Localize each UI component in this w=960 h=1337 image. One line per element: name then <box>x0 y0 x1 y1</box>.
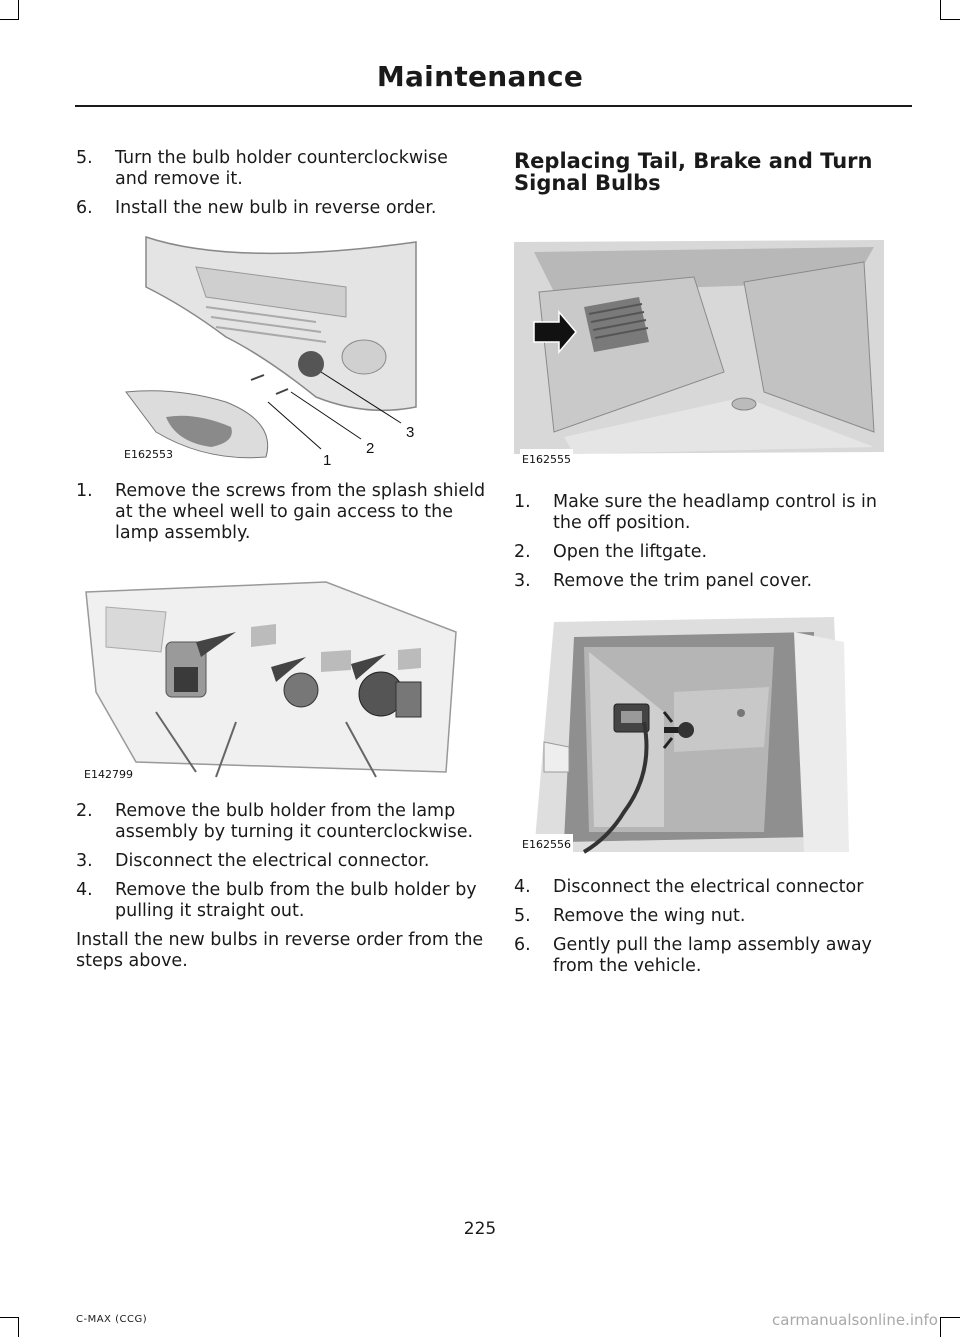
crop-mark <box>18 0 19 20</box>
step-number: 4. <box>76 880 93 900</box>
figure-id: E142799 <box>82 764 135 785</box>
crop-mark <box>0 1317 19 1318</box>
figure-bumper-fog-lamp <box>116 227 461 467</box>
watermark-link[interactable]: carmanualsonline.info <box>772 1311 938 1329</box>
crop-mark <box>18 1317 19 1337</box>
left-column <box>76 148 486 990</box>
callout-3: 3 <box>406 424 415 441</box>
callout-2: 2 <box>366 440 375 457</box>
figure-trim-opening <box>514 612 854 857</box>
footer-model: C-MAX (CCG) <box>76 1314 148 1325</box>
step-text: Open the liftgate. <box>553 542 708 562</box>
step-text: Remove the bulb from the bulb holder by pulling it straight out. <box>115 880 477 921</box>
header-divider <box>75 105 912 107</box>
right-column <box>514 148 899 985</box>
lamp-assembly-illustration <box>76 572 461 787</box>
step-item <box>76 801 486 843</box>
page-title: Maintenance <box>376 60 584 93</box>
closing-paragraph: Install the new bulbs in reverse order from the steps above. <box>76 930 484 971</box>
step-text: Remove the wing nut. <box>553 906 746 926</box>
step-item <box>76 880 486 922</box>
step-text: Disconnect the electrical connector <box>553 877 864 897</box>
step-number: 3. <box>76 851 93 871</box>
step-number: 3. <box>514 571 531 591</box>
figure-cargo-area <box>514 222 889 472</box>
step-text: Gently pull the lamp assembly away from the vehicle. <box>553 935 872 976</box>
figure-id: E162553 <box>122 444 175 465</box>
crop-mark <box>940 0 941 20</box>
step-item <box>514 935 899 977</box>
step-item <box>514 877 899 898</box>
figure-lamp-assembly-rear <box>76 572 461 787</box>
step-item <box>514 542 899 563</box>
crop-mark <box>941 19 960 20</box>
figure-id: E162555 <box>520 449 573 470</box>
step-text: Turn the bulb holder counterclockwise and remove it. <box>115 148 448 189</box>
callout-1: 1 <box>323 452 332 467</box>
step-text: Remove the trim panel cover. <box>553 571 813 591</box>
step-item <box>514 492 899 534</box>
section-heading: Replacing Tail, Brake and Turn Signal Bulbs <box>514 149 873 195</box>
step-number: 2. <box>514 542 531 562</box>
step-number: 1. <box>76 481 93 501</box>
step-text: Install the new bulb in reverse order. <box>115 198 437 218</box>
figure-id: E162556 <box>520 834 573 855</box>
step-item <box>514 571 899 592</box>
page-number: 225 <box>463 1219 497 1239</box>
step-text: Disconnect the electrical connector. <box>115 851 430 871</box>
step-item <box>514 906 899 927</box>
step-number: 2. <box>76 801 93 821</box>
step-item <box>76 851 486 872</box>
step-number: 1. <box>514 492 531 512</box>
step-item <box>76 481 486 544</box>
bumper-fog-lamp-illustration <box>116 227 461 467</box>
crop-mark <box>940 1317 941 1337</box>
step-number: 6. <box>76 198 93 218</box>
step-number: 5. <box>514 906 531 926</box>
step-number: 6. <box>514 935 531 955</box>
step-text: Make sure the headlamp control is in the off position. <box>553 492 878 533</box>
step-text: Remove the screws from the splash shield at the wheel well to gain access to the lamp assembly. <box>115 481 486 543</box>
step-number: 5. <box>76 148 93 168</box>
trim-opening-illustration <box>514 612 854 857</box>
step-text: Remove the bulb holder from the lamp assembly by turning it counterclockwise. <box>115 801 474 842</box>
crop-mark <box>941 1317 960 1318</box>
step-number: 4. <box>514 877 531 897</box>
crop-mark <box>0 19 19 20</box>
step-item <box>76 148 486 190</box>
step-item <box>76 198 486 219</box>
cargo-area-illustration <box>514 222 889 472</box>
